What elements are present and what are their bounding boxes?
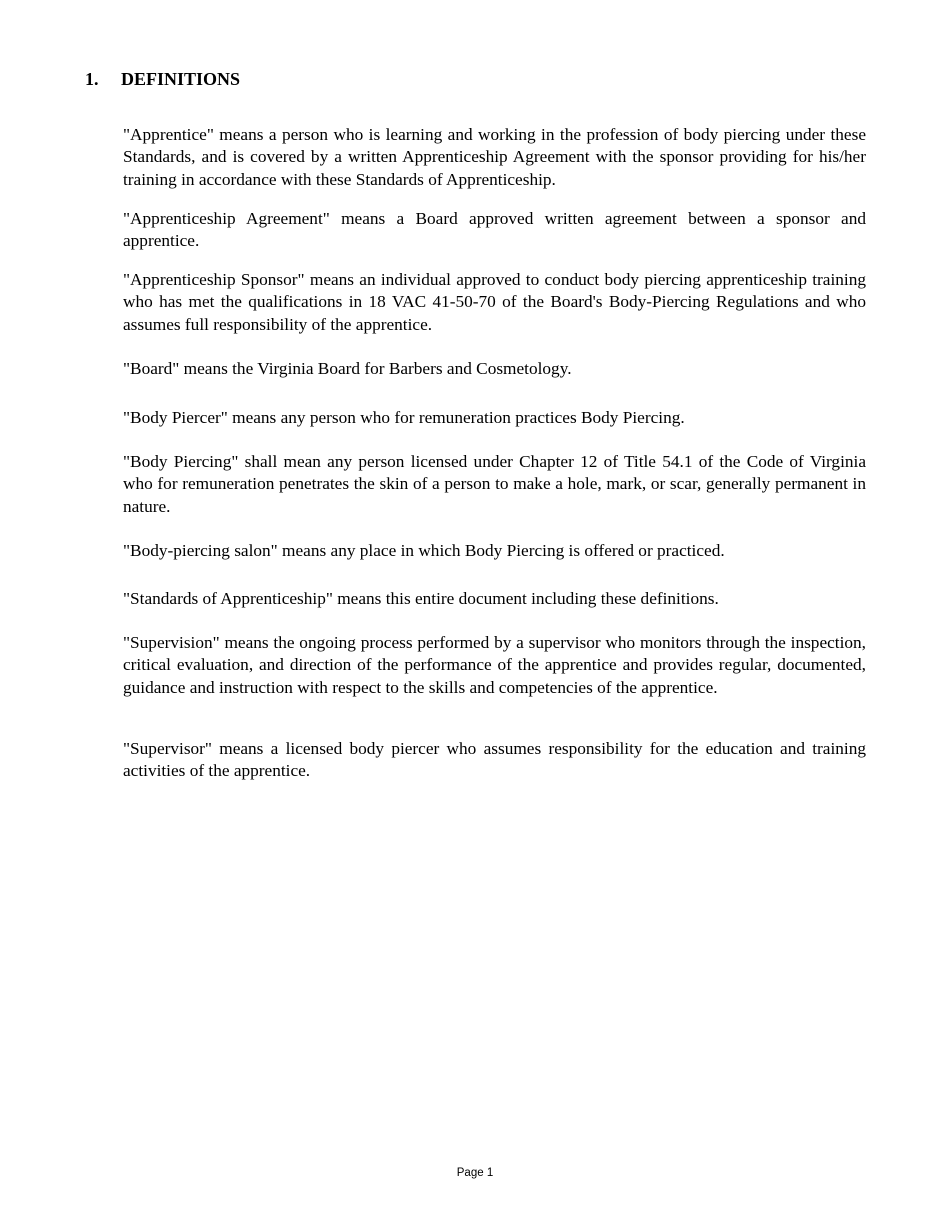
definition-supervisor: "Supervisor" means a licensed body piercer who assumes responsibility for the education and training activities of the apprentice.	[123, 739, 866, 781]
definition-body-piercing: "Body Piercing" shall mean any person licensed under Chapter 12 of Title 54.1 of the Code of Virginia who for remuneration penetrates the skin of a person to make a hole, mark, or scar, generally permanent in nature.	[123, 452, 866, 516]
definition-apprenticeship-sponsor: "Apprenticeship Sponsor" means an individual approved to conduct body piercing apprenticeship training who has met the qualifications in 18 VAC 41-50-70 of the Board's Body-Piercing Regulations and who assumes full responsibility of the apprentice.	[123, 270, 866, 334]
definition-board: "Board" means the Virginia Board for Barbers and Cosmetology.	[123, 359, 572, 378]
definition-body-piercing-salon: "Body-piercing salon" means any place in which Body Piercing is offered or practiced.	[123, 541, 725, 560]
definition-standards-of-apprenticeship: "Standards of Apprenticeship" means this entire document including these definitions.	[123, 589, 719, 608]
section-heading	[85, 68, 240, 90]
definition-supervision: "Supervision" means the ongoing process performed by a supervisor who monitors through the inspection, critical evaluation, and direction of the performance of the apprentice and provides regular, documented, guidance and instruction with respect to the skills and competencies of the apprentice.	[123, 633, 866, 697]
definition-body-piercer: "Body Piercer" means any person who for remuneration practices Body Piercing.	[123, 408, 685, 427]
section-number: 1.	[85, 69, 99, 89]
definition-apprenticeship-agreement: "Apprenticeship Agreement" means a Board approved written agreement between a sponsor and apprentice.	[123, 209, 866, 251]
section-title: DEFINITIONS	[121, 69, 241, 89]
definition-apprentice: "Apprentice" means a person who is learning and working in the profession of body piercing under these Standards, and is covered by a written Apprenticeship Agreement with the sponsor providing for his/her training in accordance with these Standards of Apprenticeship.	[123, 125, 866, 189]
page-number: Page 1	[456, 1167, 494, 1179]
